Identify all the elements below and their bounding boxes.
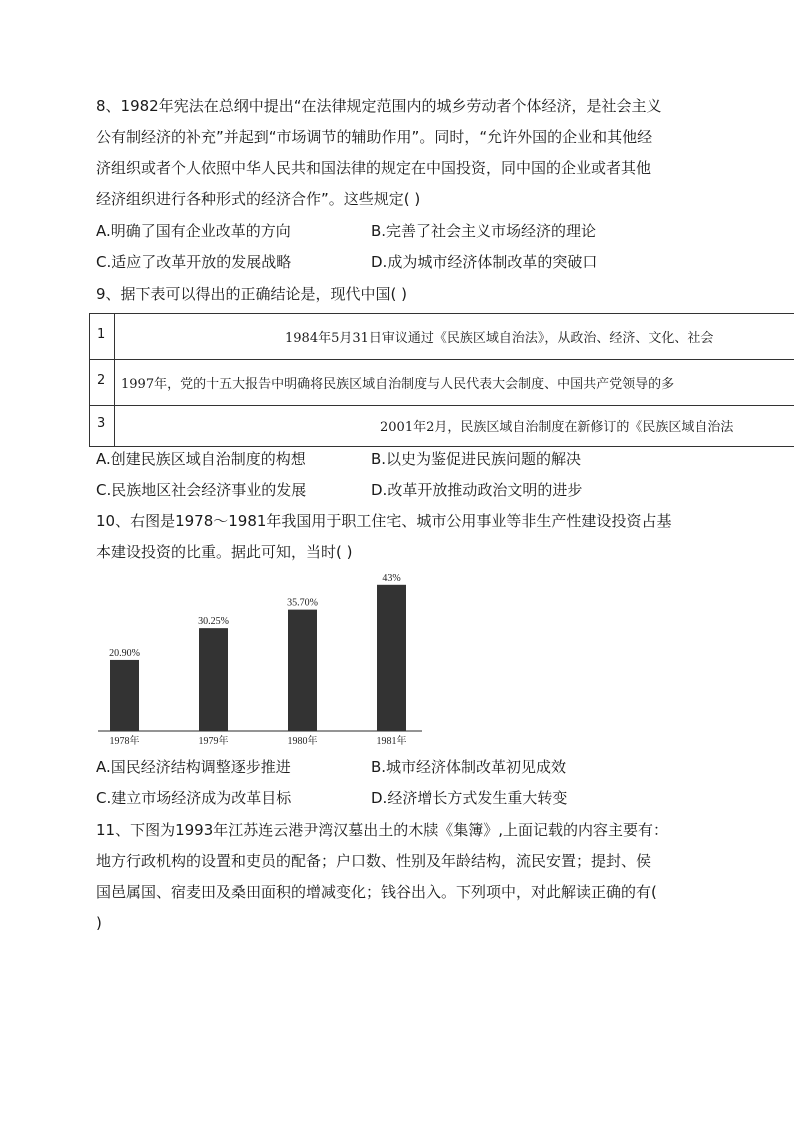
- bar-value-label: 43%: [382, 572, 401, 584]
- q11-line-4: ): [96, 914, 102, 932]
- bar-value-label: 20.90%: [109, 647, 140, 659]
- table-row: [90, 406, 794, 446]
- q9-stem: 9、据下表可以得出的正确结论是，现代中国( ): [96, 285, 408, 303]
- bar-value-label: 30.25%: [198, 616, 229, 628]
- bar-1979年: [199, 628, 228, 731]
- bar-1980年: [288, 610, 317, 731]
- bar-1981年: [377, 585, 406, 731]
- q10-option-a[interactable]: A.国民经济结构调整逐步推进: [96, 758, 291, 776]
- q8-line-2: 公有制经济的补充”并起到“市场调节的辅助作用”。同时，“允许外国的企业和其他经: [96, 128, 653, 146]
- q8-line-1: 8、1982年宪法在总纲中提出“在法律规定范围内的城乡劳动者个体经济，是社会主义: [96, 97, 662, 115]
- row-number: 1: [97, 327, 106, 342]
- q8-option-d[interactable]: D.成为城市经济体制改革的突破口: [371, 253, 598, 271]
- row-number: 2: [97, 373, 106, 388]
- x-tick-label: 1979年: [198, 736, 229, 747]
- x-tick-label: 1981年: [376, 736, 407, 747]
- table-row: [90, 314, 794, 360]
- x-tick-label: 1978年: [109, 736, 140, 747]
- q8-option-a[interactable]: A.明确了国有企业改革的方向: [96, 222, 291, 240]
- q10-line-1: 10、右图是1978～1981年我国用于职工住宅、城市公用事业等非生产性建设投资占基: [96, 512, 672, 530]
- q9-option-a[interactable]: A.创建民族区域自治制度的构想: [96, 450, 306, 468]
- q10-bar-chart: [96, 565, 436, 750]
- q9-table: [89, 313, 794, 447]
- chart-svg: [96, 565, 436, 750]
- q8-line-3: 济组织或者个人依照中华人民共和国法律的规定在中国投资，同中国的企业或者其他: [96, 159, 652, 177]
- q10-option-b[interactable]: B.城市经济体制改革初见成效: [371, 758, 567, 776]
- q8-option-b[interactable]: B.完善了社会主义市场经济的理论: [371, 222, 597, 240]
- q10-line-2: 本建设投资的比重。据此可知，当时( ): [96, 543, 353, 561]
- q9-option-d[interactable]: D.改革开放推动政治文明的进步: [371, 481, 583, 499]
- q9-option-c[interactable]: C.民族地区社会经济事业的发展: [96, 481, 307, 499]
- bar-value-label: 35.70%: [287, 597, 318, 609]
- q10-option-c[interactable]: C.建立市场经济成为改革目标: [96, 789, 292, 807]
- q9-option-b[interactable]: B.以史为鉴促进民族问题的解决: [371, 450, 582, 468]
- x-tick-label: 1980年: [287, 736, 318, 747]
- q10-option-d[interactable]: D.经济增长方式发生重大转变: [371, 789, 568, 807]
- row-text: 1984年5月31日审议通过《民族区域自治法》，从政治、经济、文化、社会: [285, 331, 714, 346]
- table-row: [90, 359, 794, 406]
- q11-line-3: 国邑属国、宿麦田及桑田面积的增减变化；钱谷出入。下列项中，对此解读正确的有(: [96, 883, 657, 901]
- row-text: 1997年，党的十五大报告中明确将民族区域自治制度与人民代表大会制度、中国共产党领导的多: [121, 377, 675, 392]
- bar-1978年: [110, 660, 139, 731]
- row-text: 2001年2月，民族区域自治制度在新修订的《民族区域自治法: [380, 420, 734, 435]
- q8-line-4: 经济组织进行各种形式的经济合作”。这些规定( ): [96, 190, 421, 208]
- q11-line-2: 地方行政机构的设置和吏员的配备；户口数、性别及年龄结构，流民安置；提封、侯: [96, 852, 652, 870]
- row-number: 3: [97, 416, 106, 431]
- q11-line-1: 11、下图为1993年江苏连云港尹湾汉墓出土的木牍《集簿》,上面记载的内容主要有：: [96, 821, 669, 839]
- q8-option-c[interactable]: C.适应了改革开放的发展战略: [96, 253, 292, 271]
